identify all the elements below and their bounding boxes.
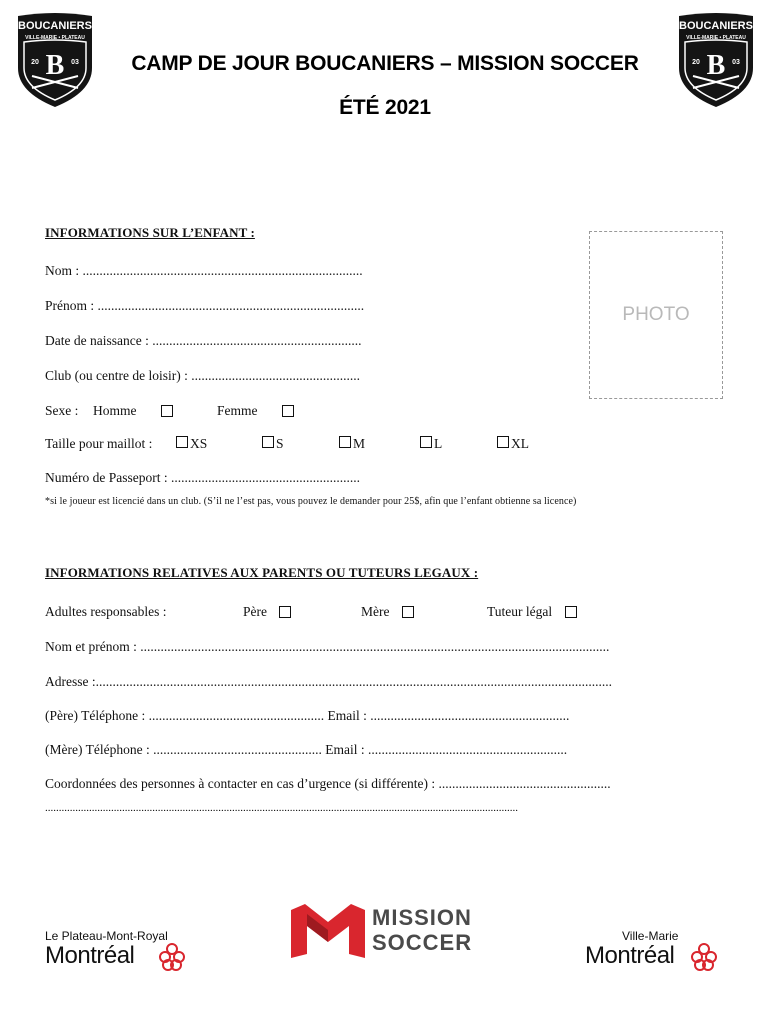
adresse-field[interactable]: Adresse :......................................................................................................................................................... (45, 674, 612, 689)
urgence-field-line2[interactable]: ............................................................................................................................................................................ (45, 802, 518, 814)
montreal-wordmark-left: Montréal (45, 942, 135, 969)
badge-letter: B (45, 50, 65, 81)
date-naissance-field[interactable]: Date de naissance : .............................................................. (45, 333, 362, 348)
size-xl-label: XL (511, 436, 529, 451)
parents-section-heading: INFORMATIONS RELATIVES AUX PARENTS OU TUTEURS LEGAUX : (45, 565, 479, 580)
mission-soccer-line2: SOCCER (372, 930, 473, 955)
badge-year-right: 03 (732, 59, 740, 66)
montreal-rosette-icon-right (690, 942, 718, 972)
pere-label: Père (243, 604, 267, 619)
sexe-femme-checkbox[interactable] (282, 405, 294, 417)
sexe-label: Sexe : (45, 403, 79, 418)
mission-soccer-logo-mark (291, 904, 365, 958)
tuteur-checkbox[interactable] (565, 606, 577, 618)
club-field[interactable]: Club (ou centre de loisir) : .................................................. (45, 368, 360, 383)
prenom-field[interactable]: Prénom : ............................................................................... (45, 298, 365, 313)
photo-box[interactable] (589, 231, 723, 399)
size-m-label: M (353, 436, 366, 451)
pere-telephone-email-field[interactable]: (Père) Téléphone : .................................................... Email : ........................................................... (45, 708, 570, 723)
nom-field[interactable]: Nom : ................................................................................... (45, 263, 363, 278)
badge-year-right: 03 (71, 59, 79, 66)
passeport-field[interactable]: Numéro de Passeport : ........................................................ (45, 470, 360, 485)
badge-brand-text: BOUCANIERS (679, 20, 753, 32)
sexe-femme-label: Femme (217, 403, 258, 418)
mere-label: Mère (361, 604, 390, 619)
plateau-borough-name: Le Plateau-Mont-Royal (45, 929, 168, 943)
sexe-homme-label: Homme (93, 403, 137, 418)
montreal-wordmark-right: Montréal (585, 942, 675, 969)
villemarie-borough-name: Ville-Marie (622, 929, 679, 943)
size-m-checkbox[interactable] (339, 436, 351, 448)
child-section-heading: INFORMATIONS SUR L’ENFANT : (45, 225, 255, 240)
size-l-checkbox[interactable] (420, 436, 432, 448)
page-title: CAMP DE JOUR BOUCANIERS – MISSION SOCCER (131, 52, 639, 75)
size-s-label: S (276, 436, 284, 451)
tuteur-label: Tuteur légal (487, 604, 553, 619)
urgence-field[interactable]: Coordonnées des personnes à contacter en cas d’urgence (si différente) : ................................................... (45, 776, 611, 791)
badge-brand-text: BOUCANIERS (18, 20, 92, 32)
adultes-label: Adultes responsables : (45, 604, 167, 619)
size-xl-checkbox[interactable] (497, 436, 509, 448)
sexe-homme-checkbox[interactable] (161, 405, 173, 417)
taille-label: Taille pour maillot : (45, 436, 153, 451)
photo-label: PHOTO (622, 304, 690, 325)
size-xs-checkbox[interactable] (176, 436, 188, 448)
size-l-label: L (434, 436, 443, 451)
page-subtitle: ÉTÉ 2021 (339, 96, 431, 119)
montreal-rosette-icon-left (158, 942, 186, 972)
parent-nom-prenom-field[interactable]: Nom et prénom : ........................................................................................................................................... (45, 639, 610, 654)
badge-location-text: VILLE-MARIE • PLATEAU (686, 35, 746, 41)
size-s-checkbox[interactable] (262, 436, 274, 448)
mere-checkbox[interactable] (402, 606, 414, 618)
badge-letter: B (706, 50, 726, 81)
licence-note: *si le joueur est licencié dans un club. (S’il ne l’est pas, vous pouvez le demander pour 25$, afin que l’enfant obtienne sa licence) (45, 496, 577, 507)
badge-year-left: 20 (692, 59, 700, 66)
pere-checkbox[interactable] (279, 606, 291, 618)
badge-location-text: VILLE-MARIE • PLATEAU (25, 35, 85, 41)
mission-soccer-line1: MISSION (372, 905, 472, 930)
mere-telephone-email-field[interactable]: (Mère) Téléphone : .................................................. Email : ........................................................... (45, 742, 568, 757)
size-xs-label: XS (190, 436, 208, 451)
badge-year-left: 20 (31, 59, 39, 66)
